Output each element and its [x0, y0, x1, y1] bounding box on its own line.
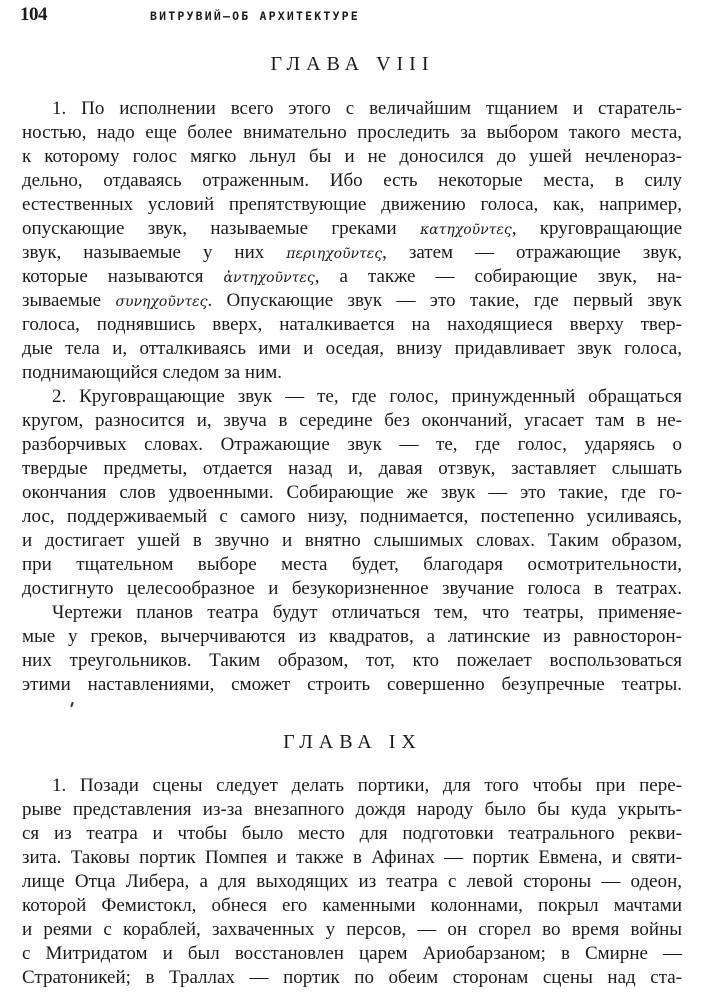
- text-line: [22, 218, 682, 241]
- text-line: твердые предметы, отдается назад и, давая отзвук, заставляет слышать: [22, 458, 682, 479]
- running-head: ВИТРУВИЙ—ОБ АРХИТЕКТУРЕ: [150, 9, 360, 23]
- text-fragment: , затем — отражающие звук,: [382, 242, 683, 263]
- text-line: и достигает ушей в звучно и внятно слышимых словах. Таким образом,: [22, 530, 682, 551]
- text-fragment: зываемые: [22, 290, 102, 311]
- text-line: лос, поддерживаемый с самого низу, поднимается, постепенно усиливаясь,: [22, 506, 682, 527]
- greek-term: κατηχοῦντες: [419, 222, 512, 238]
- text-line: при тщательном выборе места будет, благодаря осмотрительности,: [22, 554, 682, 575]
- text-line: этими наставлениями, сможет строить совершенно безупречные театры.: [22, 674, 682, 695]
- page-number: 104: [20, 4, 47, 25]
- text-line: и реями с кораблей, захваченных у персов, — он сгорел во время войны: [22, 919, 682, 940]
- text-line: которой Фемистокл, обнеся его каменными колоннами, покрыл мачтами: [22, 895, 682, 916]
- text-line: [22, 266, 682, 289]
- text-line: голоса, поднявшись вверх, наталкивается на находящиеся вверху твер-: [22, 314, 682, 335]
- text-line: [22, 290, 682, 313]
- text-line: них треугольников. Таким образом, тот, кто пожелает воспользоваться: [22, 650, 682, 671]
- text-line: 1. Позади сцены следует делать портики, для того чтобы при пере-: [52, 775, 682, 796]
- text-line: кругом, разносится и, звуча в середине без окончаний, угасает там в не-: [22, 410, 682, 431]
- text-line: [22, 242, 682, 265]
- text-line: к которому голос мягко льнул бы и не доносился до ушей нечленораз-: [22, 146, 682, 167]
- text-line: достигнуто целесообразное и безукоризненное звучание голоса в театрах.: [22, 578, 682, 599]
- text-fragment: . Опускающие звук — это такие, где первый звук: [207, 290, 683, 311]
- text-line: 1. По исполнении всего этого с величайшим тщанием и старатель-: [52, 98, 682, 119]
- text-line: Чертежи планов театра будут отличаться тем, что театры, применяе-: [52, 602, 682, 623]
- text-line: поднимающийся следом за ним.: [22, 362, 283, 383]
- text-line: лище Отца Либера, а для выходящих из театра с левой стороны — одеон,: [22, 871, 682, 892]
- text-line: с Митридатом и был восстановлен царем Ариобарзаном; в Смирне —: [22, 943, 682, 964]
- chapter-heading-ix: ГЛАВА IX: [283, 731, 422, 753]
- text-line: ностью, надо еще более внимательно проследить за выбором такого места,: [22, 122, 682, 143]
- text-fragment: опускающие звук, называемые греками: [22, 218, 397, 239]
- text-fragment: , а также — собирающие звук, на-: [314, 266, 683, 287]
- text-fragment: которые называются: [22, 266, 204, 287]
- greek-term: ἀντηχοῦντες: [223, 270, 315, 286]
- text-fragment: звук, называемые у них: [22, 242, 265, 263]
- text-line: зита. Таковы портик Помпея и также в Афинах — портик Евмена, и святи-: [22, 847, 682, 868]
- text-line: окончания слов удвоенными. Собирающие же звук — это такие, где го-: [22, 482, 682, 503]
- chapter-heading-viii: ГЛАВА VIII: [270, 53, 435, 75]
- text-line: разборчивых словах. Отражающие звук — те, где голос, ударяясь о: [22, 434, 682, 455]
- text-line: рыве представления из-за внезапного дождя народу было бы куда укрыть-: [22, 799, 682, 820]
- text-fragment: , круговращающие: [511, 218, 683, 239]
- print-speck: [70, 702, 74, 707]
- text-line: 2. Круговращающие звук — те, где голос, принужденный обращаться: [52, 386, 682, 407]
- text-line: ся из театра и чтобы было место для подготовки театрального рекви-: [22, 823, 682, 844]
- greek-term: συνηχοῦντες: [115, 294, 208, 310]
- text-line: дельно, отдаваясь отраженным. Ибо есть некоторые места, в силу: [22, 170, 682, 191]
- text-line: естественных условий препятствующие движению голоса, как, например,: [22, 194, 682, 215]
- greek-term: περιηχοῦντες: [286, 246, 383, 262]
- text-line: Стратоникей; в Траллах — портик по обеим сторонам сцены над ста-: [22, 967, 682, 988]
- text-line: дые тела и, отталкиваясь ими и оседая, внизу придавливает звук голоса,: [22, 338, 682, 359]
- text-line: мые у греков, вычерчиваются из квадратов, а латинские из равносторон-: [22, 626, 682, 647]
